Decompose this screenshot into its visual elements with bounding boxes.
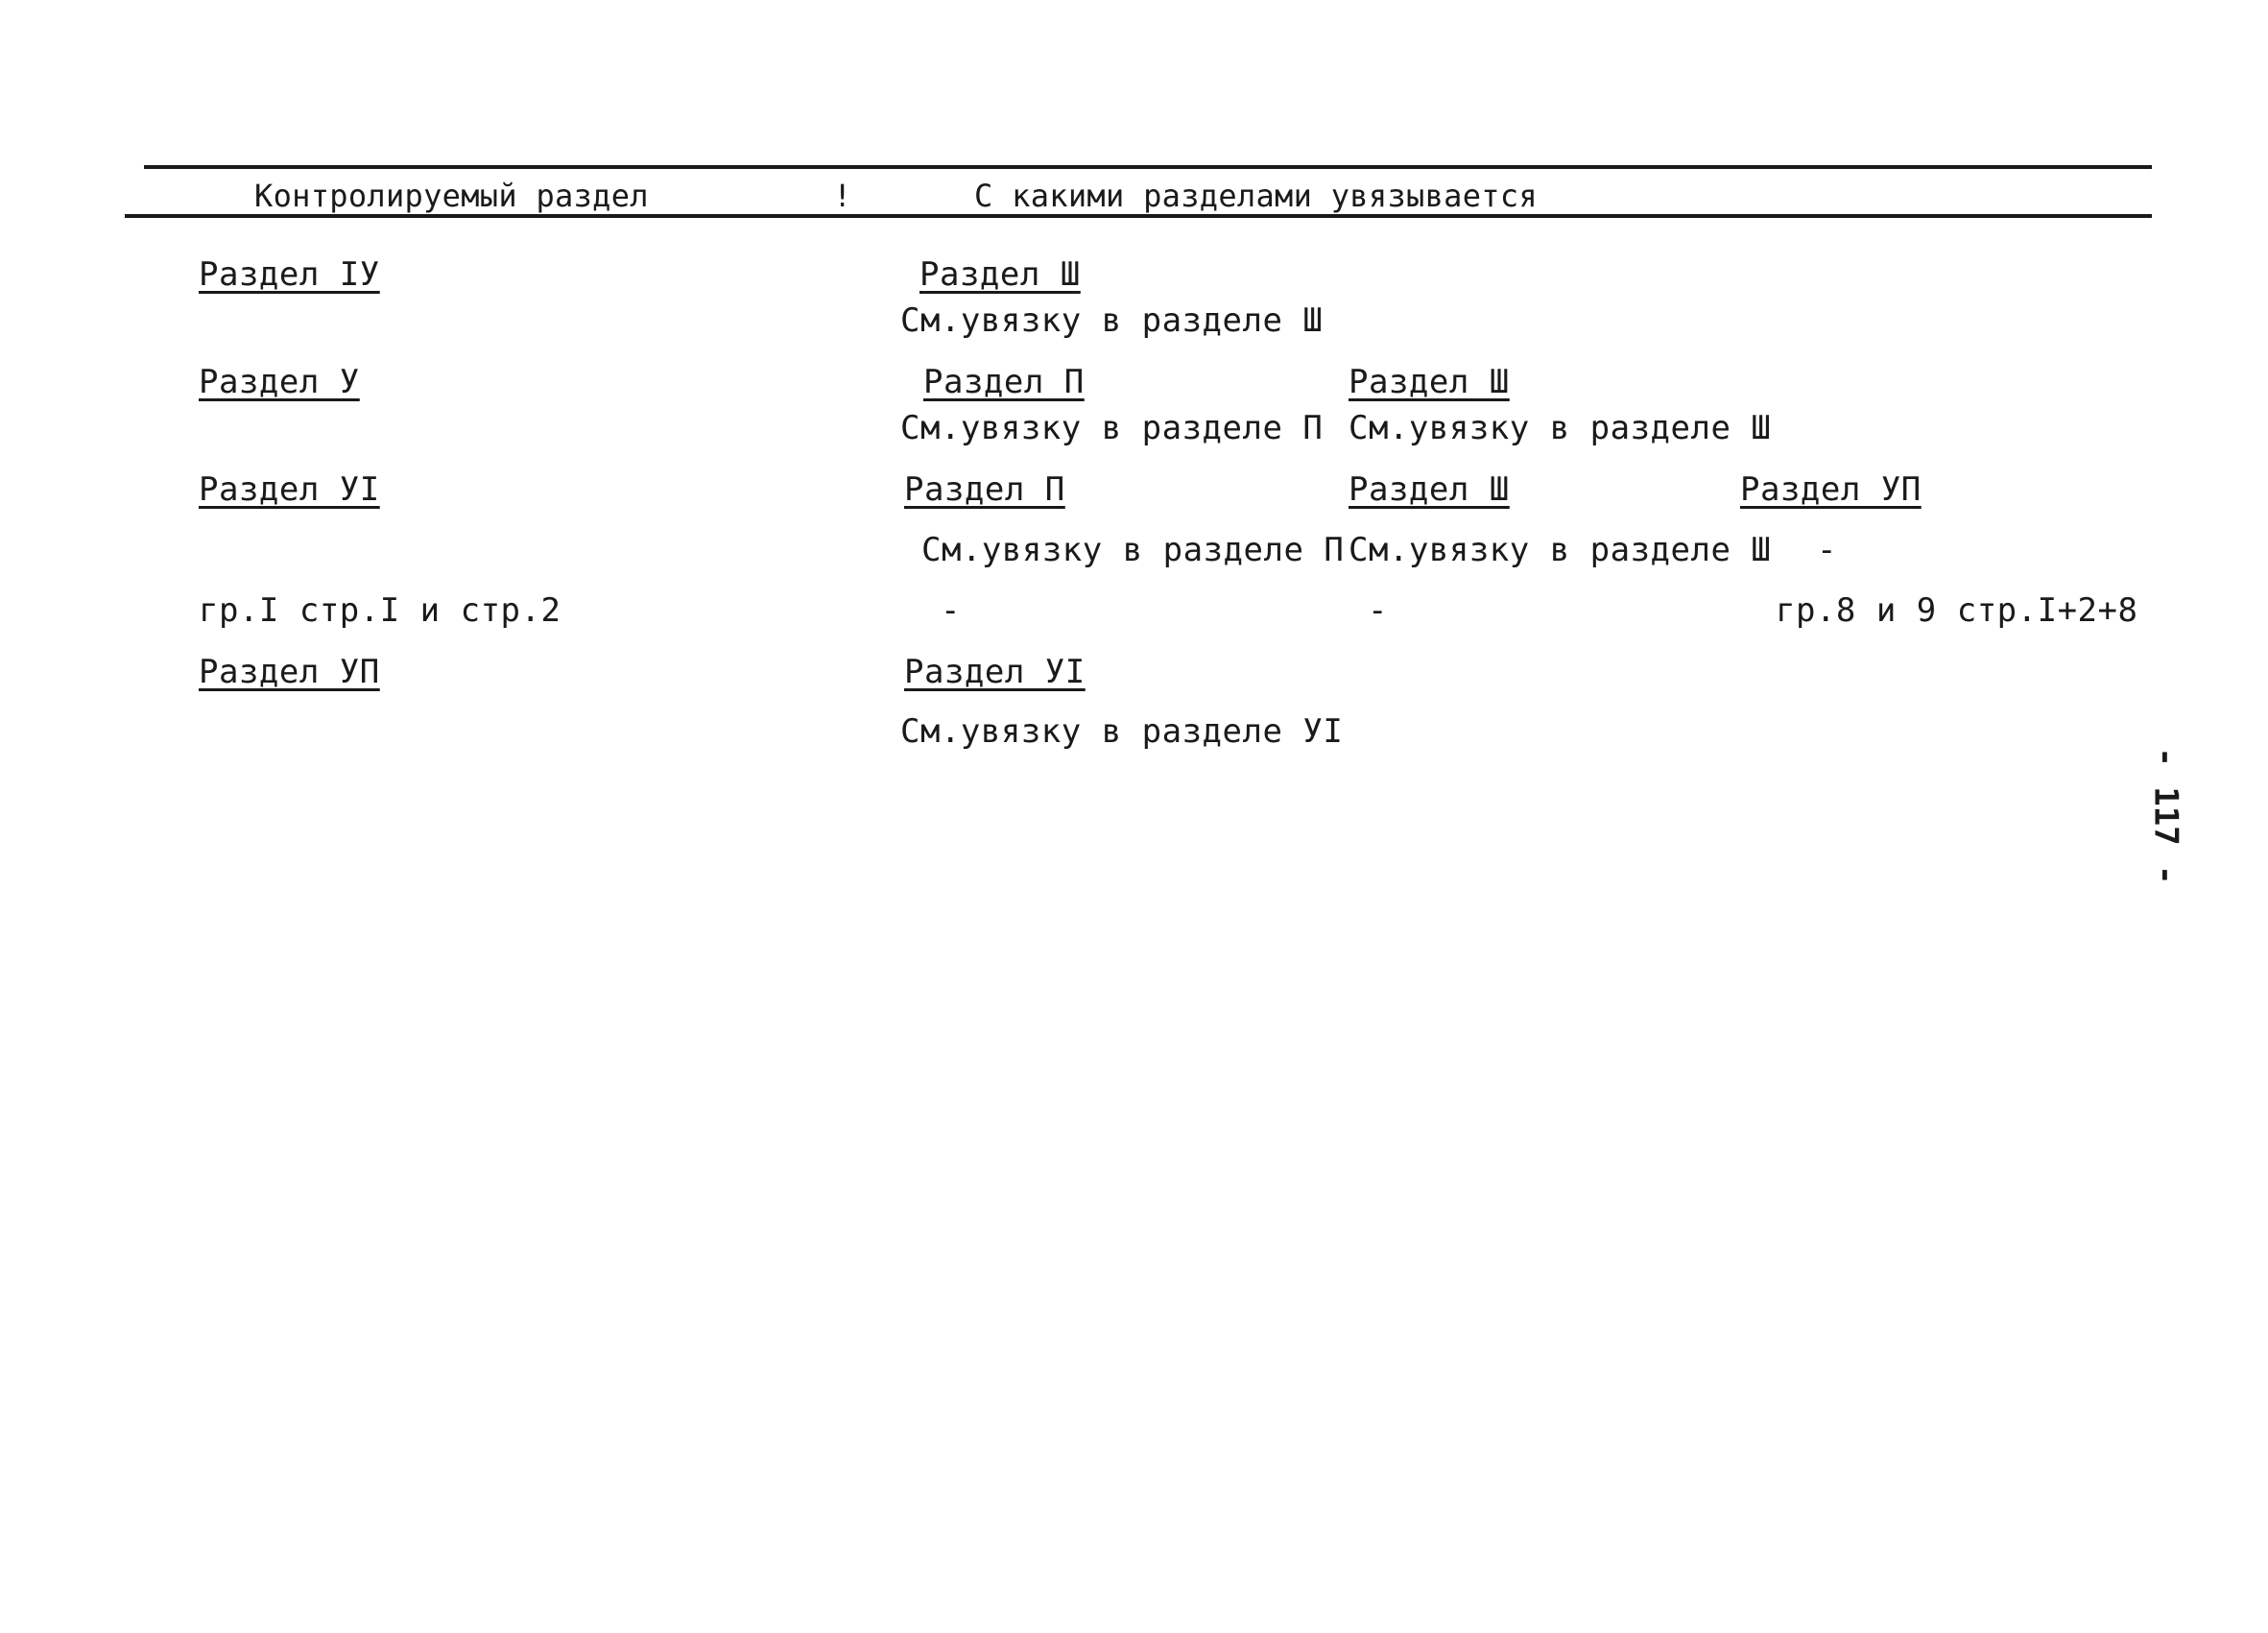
section-6-link-2-note: См.увязку в разделе Ш xyxy=(1349,531,1772,569)
section-6-link-3-title: Раздел УП xyxy=(1740,470,1922,509)
section-7-link-1-note: См.увязку в разделе УI xyxy=(900,712,1344,751)
section-4-title: Раздел IУ xyxy=(199,255,380,294)
section-4-link-1-title: Раздел Ш xyxy=(919,255,1081,294)
section-6-link-1-note: См.увязку в разделе П xyxy=(921,531,1345,569)
header-col2: С какими разделами увязывается xyxy=(974,178,1538,214)
section-7-link-1-title: Раздел УI xyxy=(904,653,1086,691)
page-number: - 117 - xyxy=(2146,747,2185,885)
section-5-link-2-note: См.увязку в разделе Ш xyxy=(1349,409,1772,447)
header-col1: Контролируемый раздел xyxy=(254,178,649,214)
section-6-link-1-title: Раздел П xyxy=(904,470,1065,509)
section-6-link-2-extra: - xyxy=(1368,591,1388,630)
section-6-link-1-extra: - xyxy=(941,591,961,630)
section-5-link-1-title: Раздел П xyxy=(923,363,1085,401)
section-6-link-2-title: Раздел Ш xyxy=(1349,470,1510,509)
section-6-link-3-note: - xyxy=(1817,531,1837,569)
section-6-link-3-extra: гр.8 и 9 стр.I+2+8 xyxy=(1776,591,2138,630)
section-5-title: Раздел У xyxy=(199,363,360,401)
section-5-link-1-note: См.увязку в разделе П xyxy=(900,409,1324,447)
section-7-title: Раздел УП xyxy=(199,653,380,691)
header-top-rule xyxy=(144,165,2152,169)
section-5-link-2-title: Раздел Ш xyxy=(1349,363,1510,401)
section-4-link-1-note: См.увязку в разделе Ш xyxy=(900,301,1324,340)
header-separator: ! xyxy=(833,178,852,214)
section-6-title: Раздел УI xyxy=(199,470,380,509)
section-6-sub-section: гр.I стр.I и стр.2 xyxy=(199,591,561,630)
